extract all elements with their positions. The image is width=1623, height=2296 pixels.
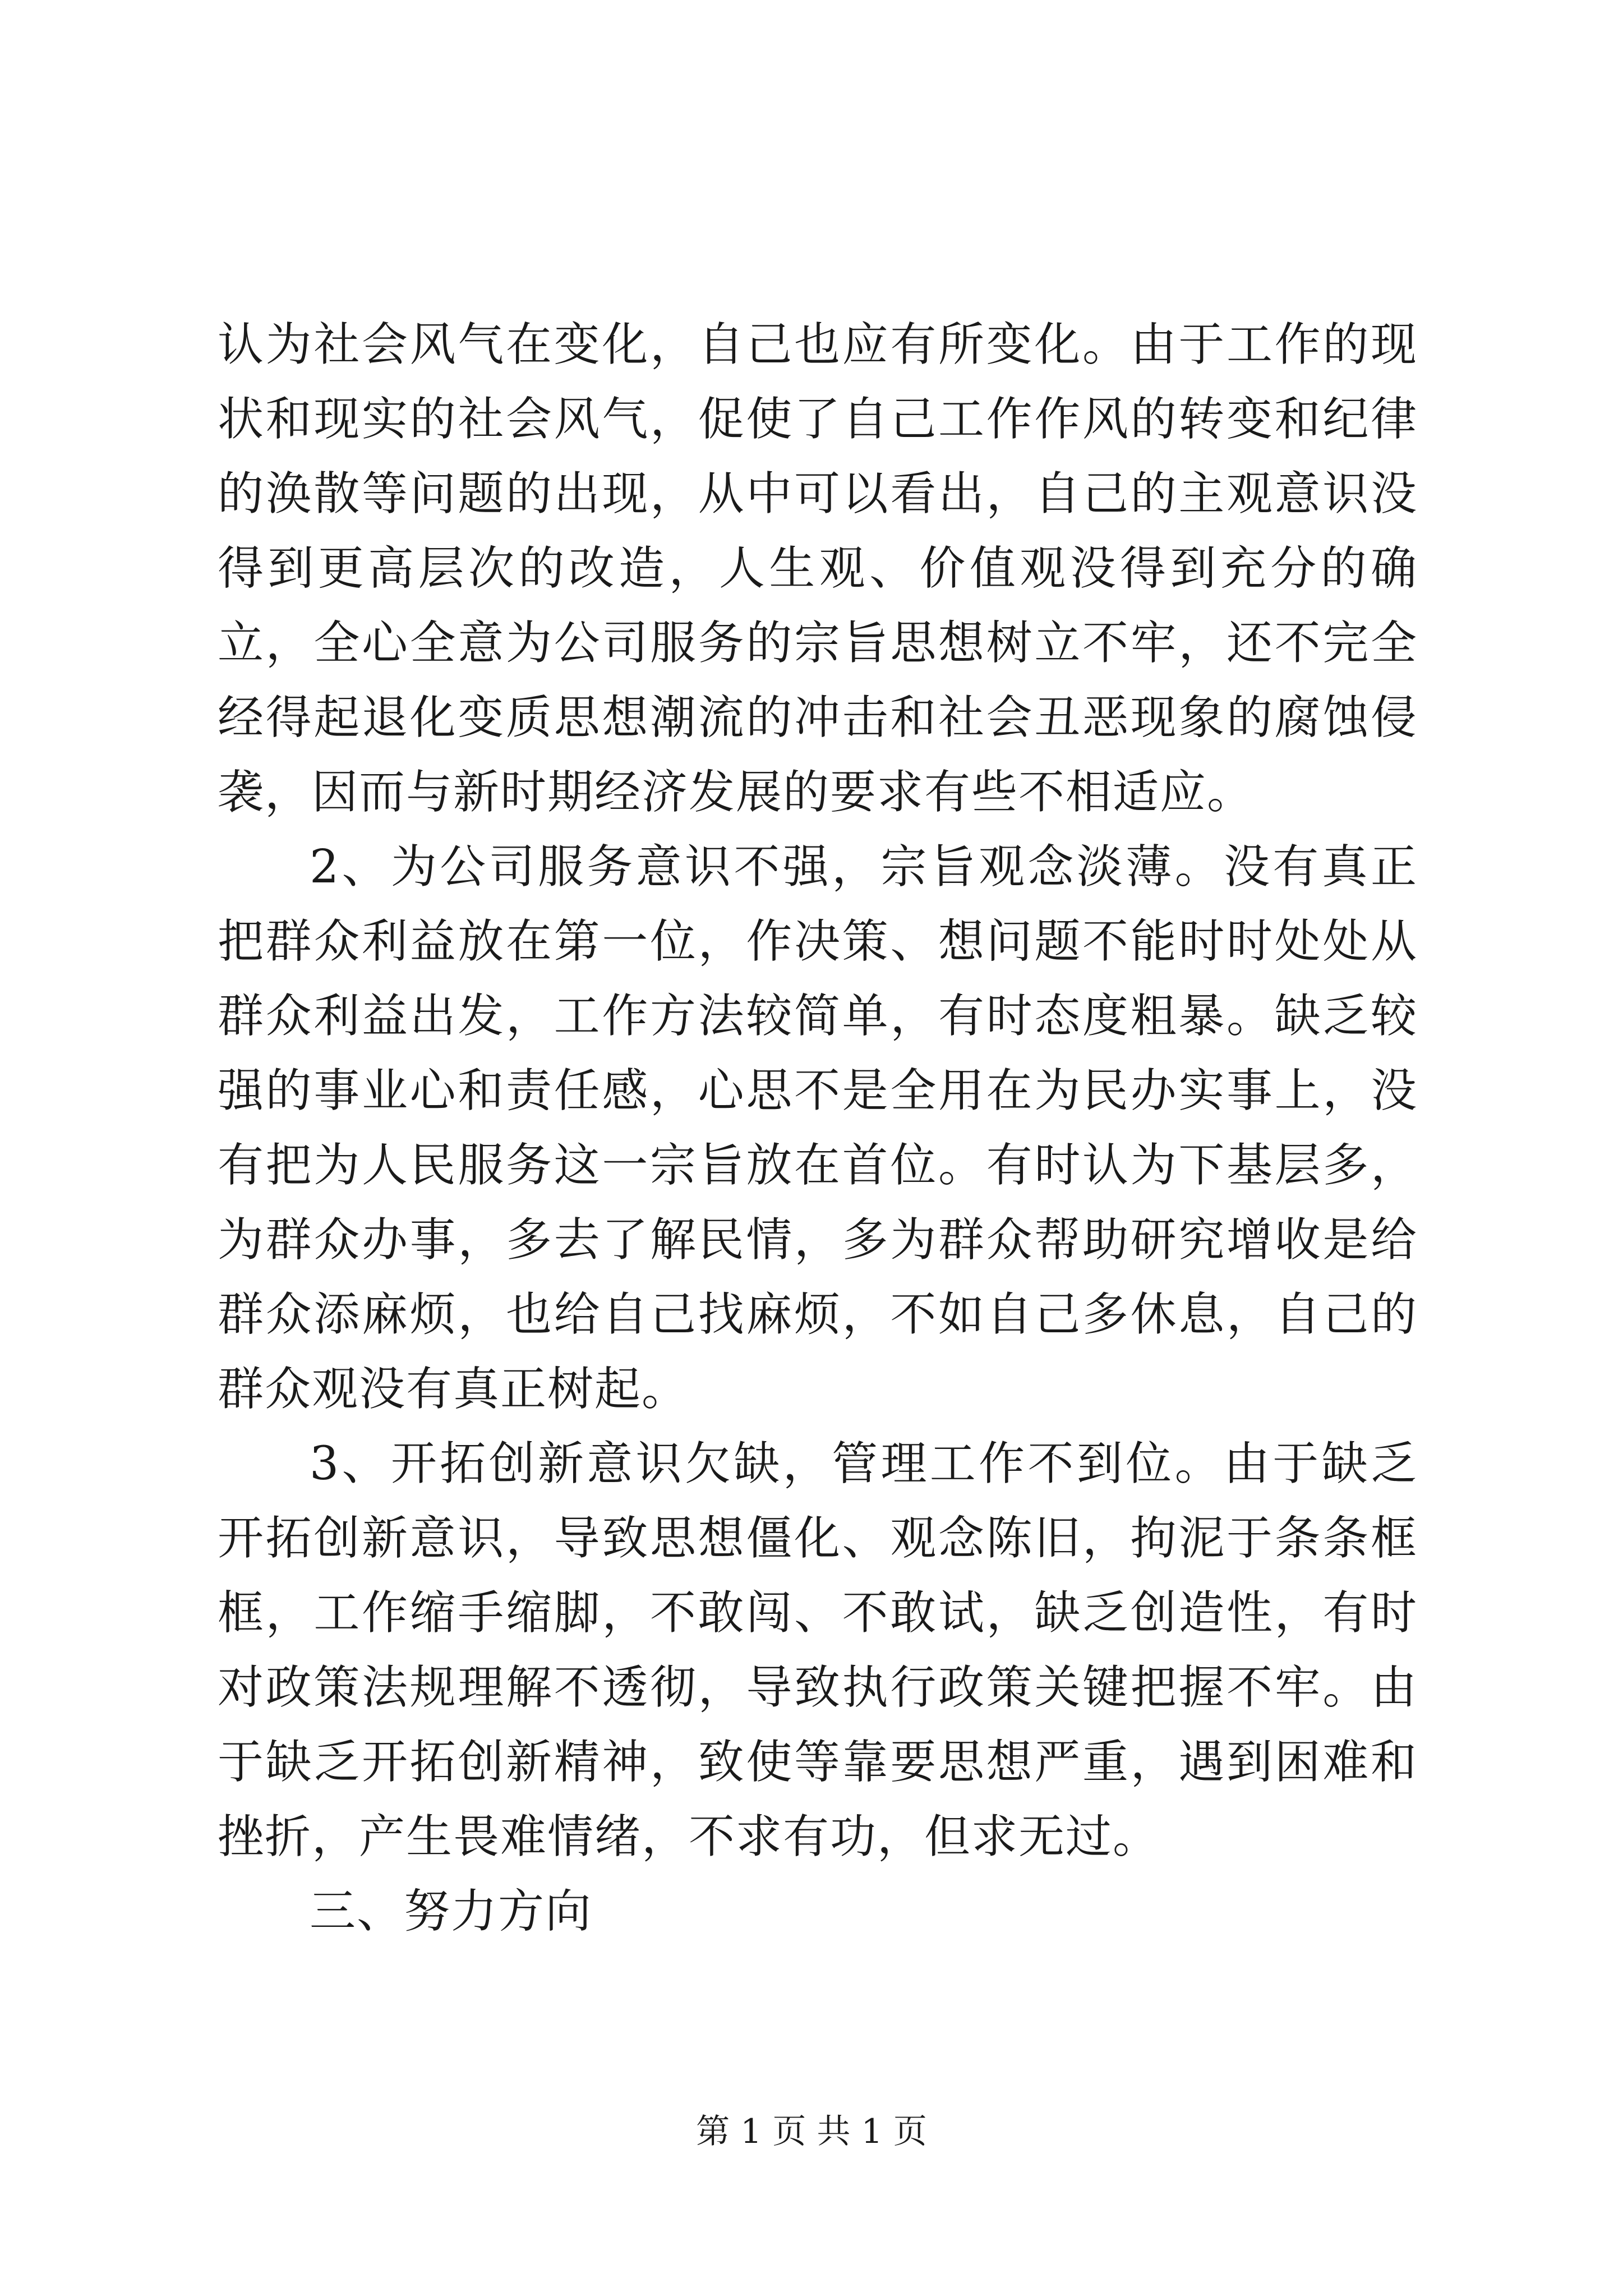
section-heading-direction: 三、努力方向 xyxy=(310,1885,593,1938)
paragraph-continued: 认为社会风气在变化，自己也应有所变化。由于工作的现状和现实的社会风气，促使了自己工作作风的转变和纪律的涣散等问题的出现，从中可以看出，自己的主观意识没得到更高层次的改造，人生观、价值观没得到充分的确立，全心全意为公司服务的宗旨思想树立不牢，还不完全经得起退化变质思想潮流的冲击和社会丑恶现象的腐蚀侵袭，因而与新时期经济发展的要求有些不相适应。 xyxy=(218,318,1418,819)
page-number-label: 第 1 页 共 1 页 xyxy=(696,2112,927,2151)
document-body xyxy=(218,307,1418,1949)
paragraph-point-3: 3、开拓创新意识欠缺，管理工作不到位。由于缺乏开拓创新意识，导致思想僵化、观念陈旧，拘泥于条条框框，工作缩手缩脚，不敢闯、不敢试，缺乏创造性，有时对政策法规理解不透彻，导致执行政策关键把握不牢。由于缺乏开拓创新精神，致使等靠要思想严重，遇到困难和挫折，产生畏难情绪，不求有功，但求无过。 xyxy=(218,1437,1418,1864)
paragraph-point-2: 2、为公司服务意识不强，宗旨观念淡薄。没有真正把群众利益放在第一位，作决策、想问题不能时时处处从群众利益出发，工作方法较简单，有时态度粗暴。缺乏较强的事业心和责任感，心思不是全用在为民办实事上，没有把为人民服务这一宗旨放在首位。有时认为下基层多，为群众办事，多去了解民情，多为群众帮助研究增收是给群众添麻烦，也给自己找麻烦，不如自己多休息，自己的群众观没有真正树起。 xyxy=(218,840,1418,1416)
page-footer xyxy=(0,2109,1623,2154)
